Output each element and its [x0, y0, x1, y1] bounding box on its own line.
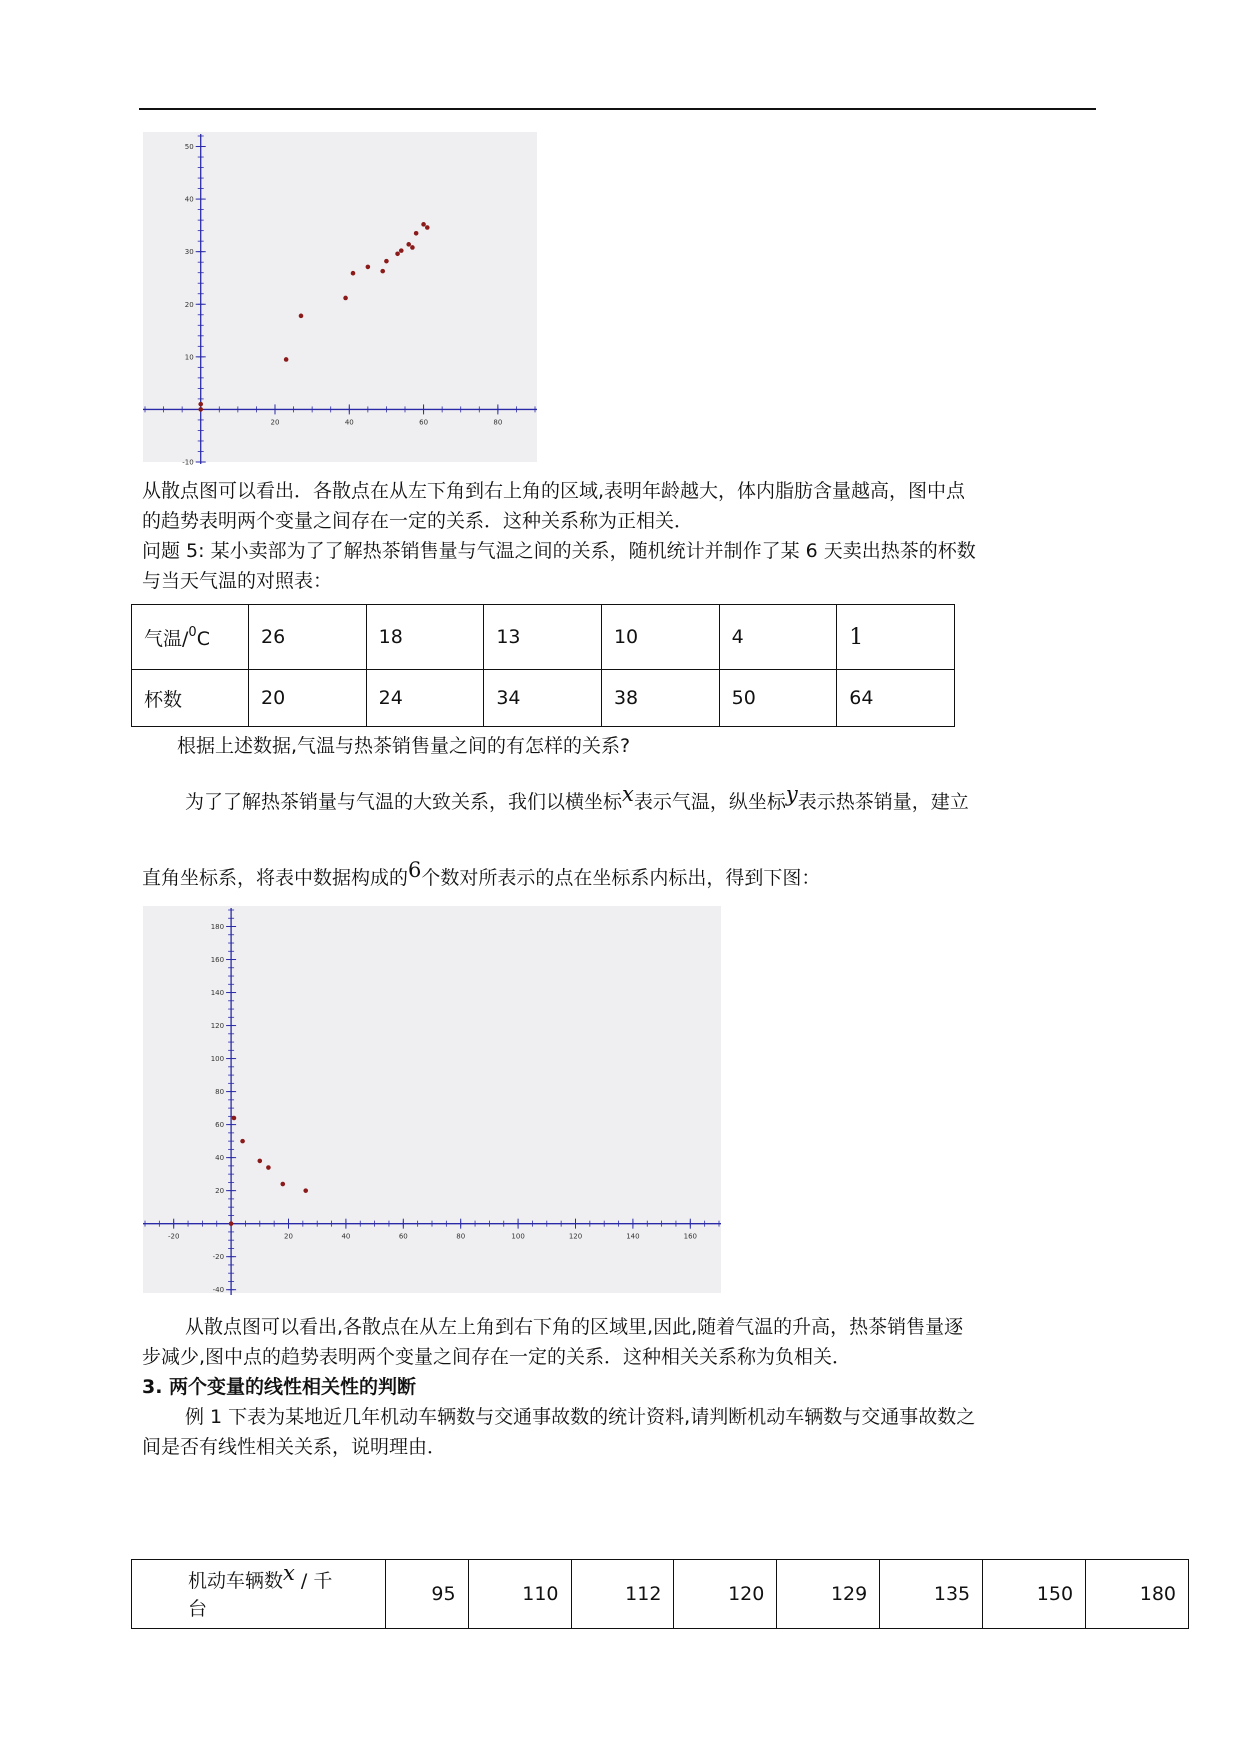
data-point — [366, 265, 371, 270]
table-cell: 26 — [249, 605, 367, 670]
y-tick-label: -10 — [182, 458, 194, 467]
x-tick-label: 60 — [419, 418, 429, 427]
table-cell: 129 — [777, 1560, 880, 1629]
y-tick-label: 50 — [184, 143, 194, 152]
scatter-plot-age-fat — [143, 132, 537, 467]
data-point — [384, 259, 389, 264]
para-positive-line2: 的趋势表明两个变量之间存在一定的关系．这种关系称为正相关． — [142, 510, 694, 532]
data-point — [232, 1116, 237, 1121]
data-point — [406, 242, 411, 247]
y-tick-label: 180 — [210, 923, 225, 932]
x-tick-label: -20 — [167, 1232, 180, 1241]
table-cell: 38 — [601, 670, 719, 727]
table-cell: 64 — [837, 670, 955, 727]
data-point — [410, 245, 415, 250]
scatter-plot-2-svg — [143, 906, 721, 1293]
x-tick-label: 60 — [398, 1232, 408, 1241]
y-tick-label: 140 — [210, 989, 225, 998]
y-tick-label: -20 — [212, 1253, 225, 1262]
x-tick-label: 160 — [683, 1232, 697, 1241]
data-point — [280, 1182, 285, 1187]
data-point — [351, 271, 356, 276]
x-tick-label: 140 — [626, 1232, 640, 1241]
example1-line2: 间是否有线性相关关系，说明理由． — [142, 1436, 447, 1458]
scatter-plot-temp-tea — [143, 906, 721, 1293]
y-tick-label: 10 — [184, 353, 194, 362]
y-tick-label: 20 — [215, 1187, 225, 1196]
data-point — [414, 231, 419, 236]
y-tick-label: -40 — [212, 1286, 225, 1295]
data-point — [198, 407, 203, 412]
data-point — [258, 1159, 263, 1164]
table-cell: 20 — [249, 670, 367, 727]
y-tick-label: 60 — [215, 1121, 225, 1130]
data-point — [425, 225, 430, 230]
temperature-cups-table — [131, 604, 955, 727]
table-row — [132, 670, 955, 727]
x-tick-label: 80 — [456, 1232, 466, 1241]
x-tick-label: 80 — [493, 418, 503, 427]
para-plot-points: 直角坐标系，将表中数据构成的6个数对所表示的点在坐标系内标出，得到下图： — [142, 858, 821, 889]
x-tick-label: 40 — [344, 418, 354, 427]
para-axes-setup: 为了了解热茶销量与气温的大致关系，我们以横坐标x表示气温，纵坐标y表示热茶销量，建立 — [185, 782, 969, 813]
table-row-label-vehicles: 机动车辆数x / 千 台 — [132, 1560, 386, 1629]
data-point — [198, 402, 203, 407]
para-negative-line1: 从散点图可以看出,各散点在从左上角到右下角的区域里,因此,随着气温的升高，热茶销售量逐 — [185, 1316, 964, 1338]
vehicles-table — [131, 1559, 1189, 1629]
x-tick-label: 20 — [284, 1232, 293, 1241]
table-row — [132, 605, 955, 670]
data-point — [303, 1188, 308, 1193]
data-point — [421, 222, 426, 227]
question5-line2: 与当天气温的对照表： — [142, 570, 333, 592]
table-cell: 4 — [719, 605, 837, 670]
y-tick-label: 160 — [210, 956, 225, 965]
data-point — [240, 1139, 245, 1144]
table-cell: 10 — [601, 605, 719, 670]
table-cell: 112 — [571, 1560, 674, 1629]
section-heading: 3. 两个变量的线性相关性的判断 — [142, 1376, 417, 1398]
y-tick-label: 80 — [215, 1088, 225, 1097]
para-negative-line2: 步减少,图中点的趋势表明两个变量之间存在一定的关系．这种相关关系称为负相关． — [142, 1346, 852, 1368]
table-cell: 95 — [386, 1560, 469, 1629]
data-point — [380, 269, 385, 274]
table-cell: 135 — [880, 1560, 983, 1629]
data-point — [399, 248, 404, 253]
data-point — [266, 1165, 271, 1170]
table-cell: 150 — [983, 1560, 1086, 1629]
table-cell: 1 — [837, 605, 955, 670]
table-row — [132, 1560, 1189, 1629]
table-row-label-temperature: 气温/$^0$C — [132, 605, 249, 670]
data-point — [395, 251, 400, 256]
table-cell: 13 — [484, 605, 602, 670]
x-tick-label: 120 — [568, 1232, 583, 1241]
para-positive-line1: 从散点图可以看出．各散点在从左下角到右上角的区域,表明年龄越大，体内脂肪含量越高，图中点 — [142, 480, 966, 502]
para-question: 根据上述数据,气温与热茶销售量之间的有怎样的关系? — [177, 735, 631, 757]
y-tick-label: 40 — [215, 1154, 225, 1163]
y-tick-label: 20 — [184, 300, 194, 309]
x-tick-label: 100 — [511, 1232, 525, 1241]
table-cell: 34 — [484, 670, 602, 727]
table-cell: 24 — [366, 670, 484, 727]
table-cell: 110 — [468, 1560, 571, 1629]
header-rule — [139, 108, 1096, 110]
y-tick-label: 40 — [184, 195, 194, 204]
table-row-label-cups: 杯数 — [132, 670, 249, 727]
scatter-plot-1-svg — [143, 132, 537, 467]
table-cell: 18 — [366, 605, 484, 670]
data-point — [343, 296, 348, 301]
table-cell: 120 — [674, 1560, 777, 1629]
example1-line1: 例 1 下表为某地近几年机动车辆数与交通事故数的统计资料,请判断机动车辆数与交通事故数之 — [185, 1406, 976, 1428]
table-cell: 50 — [719, 670, 837, 727]
question5-line1: 问题 5: 某小卖部为了了解热茶销售量与气温之间的关系，随机统计并制作了某 6 天卖出热茶的杯数 — [142, 540, 976, 562]
data-point — [284, 357, 289, 362]
x-tick-label: 20 — [270, 418, 280, 427]
x-tick-label: 40 — [341, 1232, 351, 1241]
y-tick-label: 100 — [210, 1055, 225, 1064]
data-point — [229, 1221, 234, 1226]
table-cell: 180 — [1086, 1560, 1189, 1629]
y-tick-label: 30 — [184, 248, 194, 257]
data-point — [299, 314, 304, 319]
y-tick-label: 120 — [210, 1022, 225, 1031]
